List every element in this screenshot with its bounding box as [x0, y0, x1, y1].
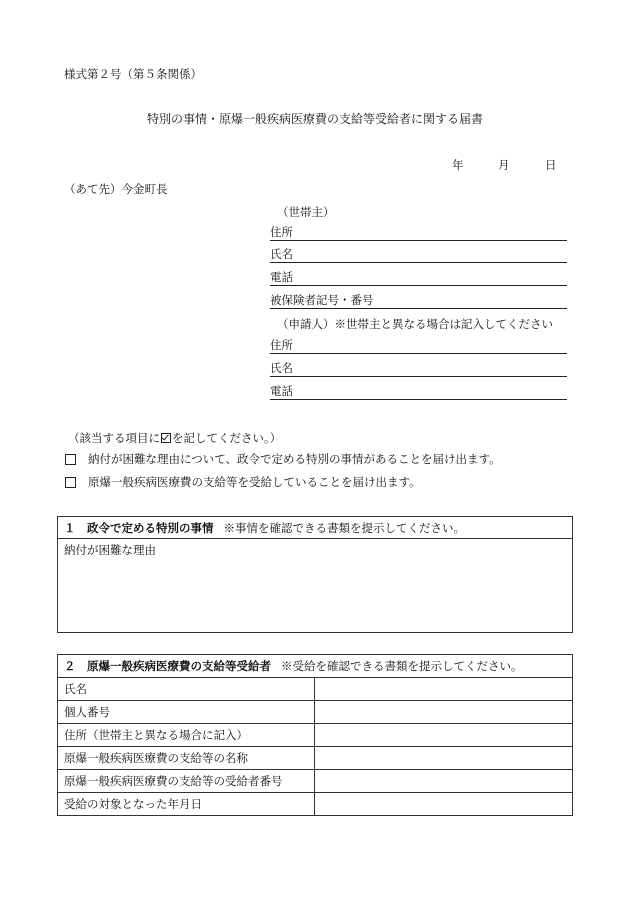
householder-phone-label: 電話	[270, 270, 293, 284]
applicant-name-label: 氏名	[270, 361, 293, 375]
table-row	[58, 701, 573, 724]
applicant-address-label: 住所	[270, 338, 293, 352]
instruction-after: を記してください。）	[172, 431, 282, 445]
section2-row-label: 個人番号	[58, 701, 315, 724]
date-month-label: 月	[498, 158, 510, 172]
section1-header	[58, 517, 573, 539]
applicant-phone-label: 電話	[270, 384, 293, 398]
checked-box-icon	[161, 433, 171, 443]
section2-row-value[interactable]	[315, 747, 573, 770]
section2-header	[58, 655, 573, 678]
section1-reason-field[interactable]	[58, 539, 573, 633]
householder-insurance-field[interactable]	[270, 293, 567, 309]
document-title: 特別の事情・原爆一般疾病医療費の支給等受給者に関する届書	[146, 112, 483, 126]
section2-row-value[interactable]	[315, 701, 573, 724]
check-option-atomic-bomb-medical[interactable]	[65, 474, 421, 490]
check-option-special-circumstance[interactable]	[65, 451, 501, 467]
section1-reason-label: 納付が困難な理由	[64, 543, 156, 557]
table-row	[58, 678, 573, 701]
checkbox-icon[interactable]	[65, 454, 76, 465]
addressee: （あて先）今金町長	[64, 182, 168, 196]
date-year-label: 年	[452, 158, 464, 172]
householder-name-field[interactable]	[270, 247, 567, 263]
table-row	[58, 747, 573, 770]
section2-row-label: 住所（世帯主と異なる場合に記入）	[58, 724, 315, 747]
householder-address-field[interactable]	[270, 225, 567, 241]
section2-row-label: 原爆一般疾病医療費の支給等の受給者番号	[58, 770, 315, 793]
householder-section-label: （世帯主）	[277, 205, 335, 219]
applicant-phone-field[interactable]	[270, 384, 567, 400]
date-day-label: 日	[545, 158, 557, 172]
section2-row-label: 氏名	[58, 678, 315, 701]
checkbox-icon[interactable]	[65, 477, 76, 488]
section2-row-value[interactable]	[315, 793, 573, 816]
section2-row-label: 受給の対象となった年月日	[58, 793, 315, 816]
table-row	[58, 770, 573, 793]
applicant-section-label: （申請人）※世帯主と異なる場合は記入してください	[277, 317, 553, 331]
section2-table	[57, 654, 573, 816]
householder-address-label: 住所	[270, 225, 293, 239]
table-row	[58, 724, 573, 747]
applicant-name-field[interactable]	[270, 361, 567, 377]
check-instruction	[68, 431, 281, 445]
section2-note: ※受給を確認できる書類を提示してください。	[281, 659, 523, 673]
section2-row-value[interactable]	[315, 678, 573, 701]
section2-row-value[interactable]	[315, 770, 573, 793]
section1-title: １ 政令で定める特別の事情	[64, 520, 214, 535]
instruction-before: （該当する項目に	[68, 431, 160, 445]
section1-note: ※事情を確認できる書類を提示してください。	[223, 520, 465, 535]
applicant-address-field[interactable]	[270, 338, 567, 354]
householder-insurance-label: 被保険者記号・番号	[270, 293, 374, 307]
householder-name-label: 氏名	[270, 247, 293, 261]
section1-table	[57, 516, 573, 633]
section2-row-label: 原爆一般疾病医療費の支給等の名称	[58, 747, 315, 770]
section2-row-value[interactable]	[315, 724, 573, 747]
householder-phone-field[interactable]	[270, 270, 567, 286]
form-number: 様式第２号（第５条関係）	[64, 67, 202, 81]
check-option-text: 原爆一般疾病医療費の支給等を受給していることを届け出ます。	[88, 475, 421, 489]
check-option-text: 納付が困難な理由について、政令で定める特別の事情があることを届け出ます。	[88, 452, 501, 466]
section2-title: ２ 原爆一般疾病医療費の支給等受給者	[64, 659, 271, 673]
table-row	[58, 793, 573, 816]
